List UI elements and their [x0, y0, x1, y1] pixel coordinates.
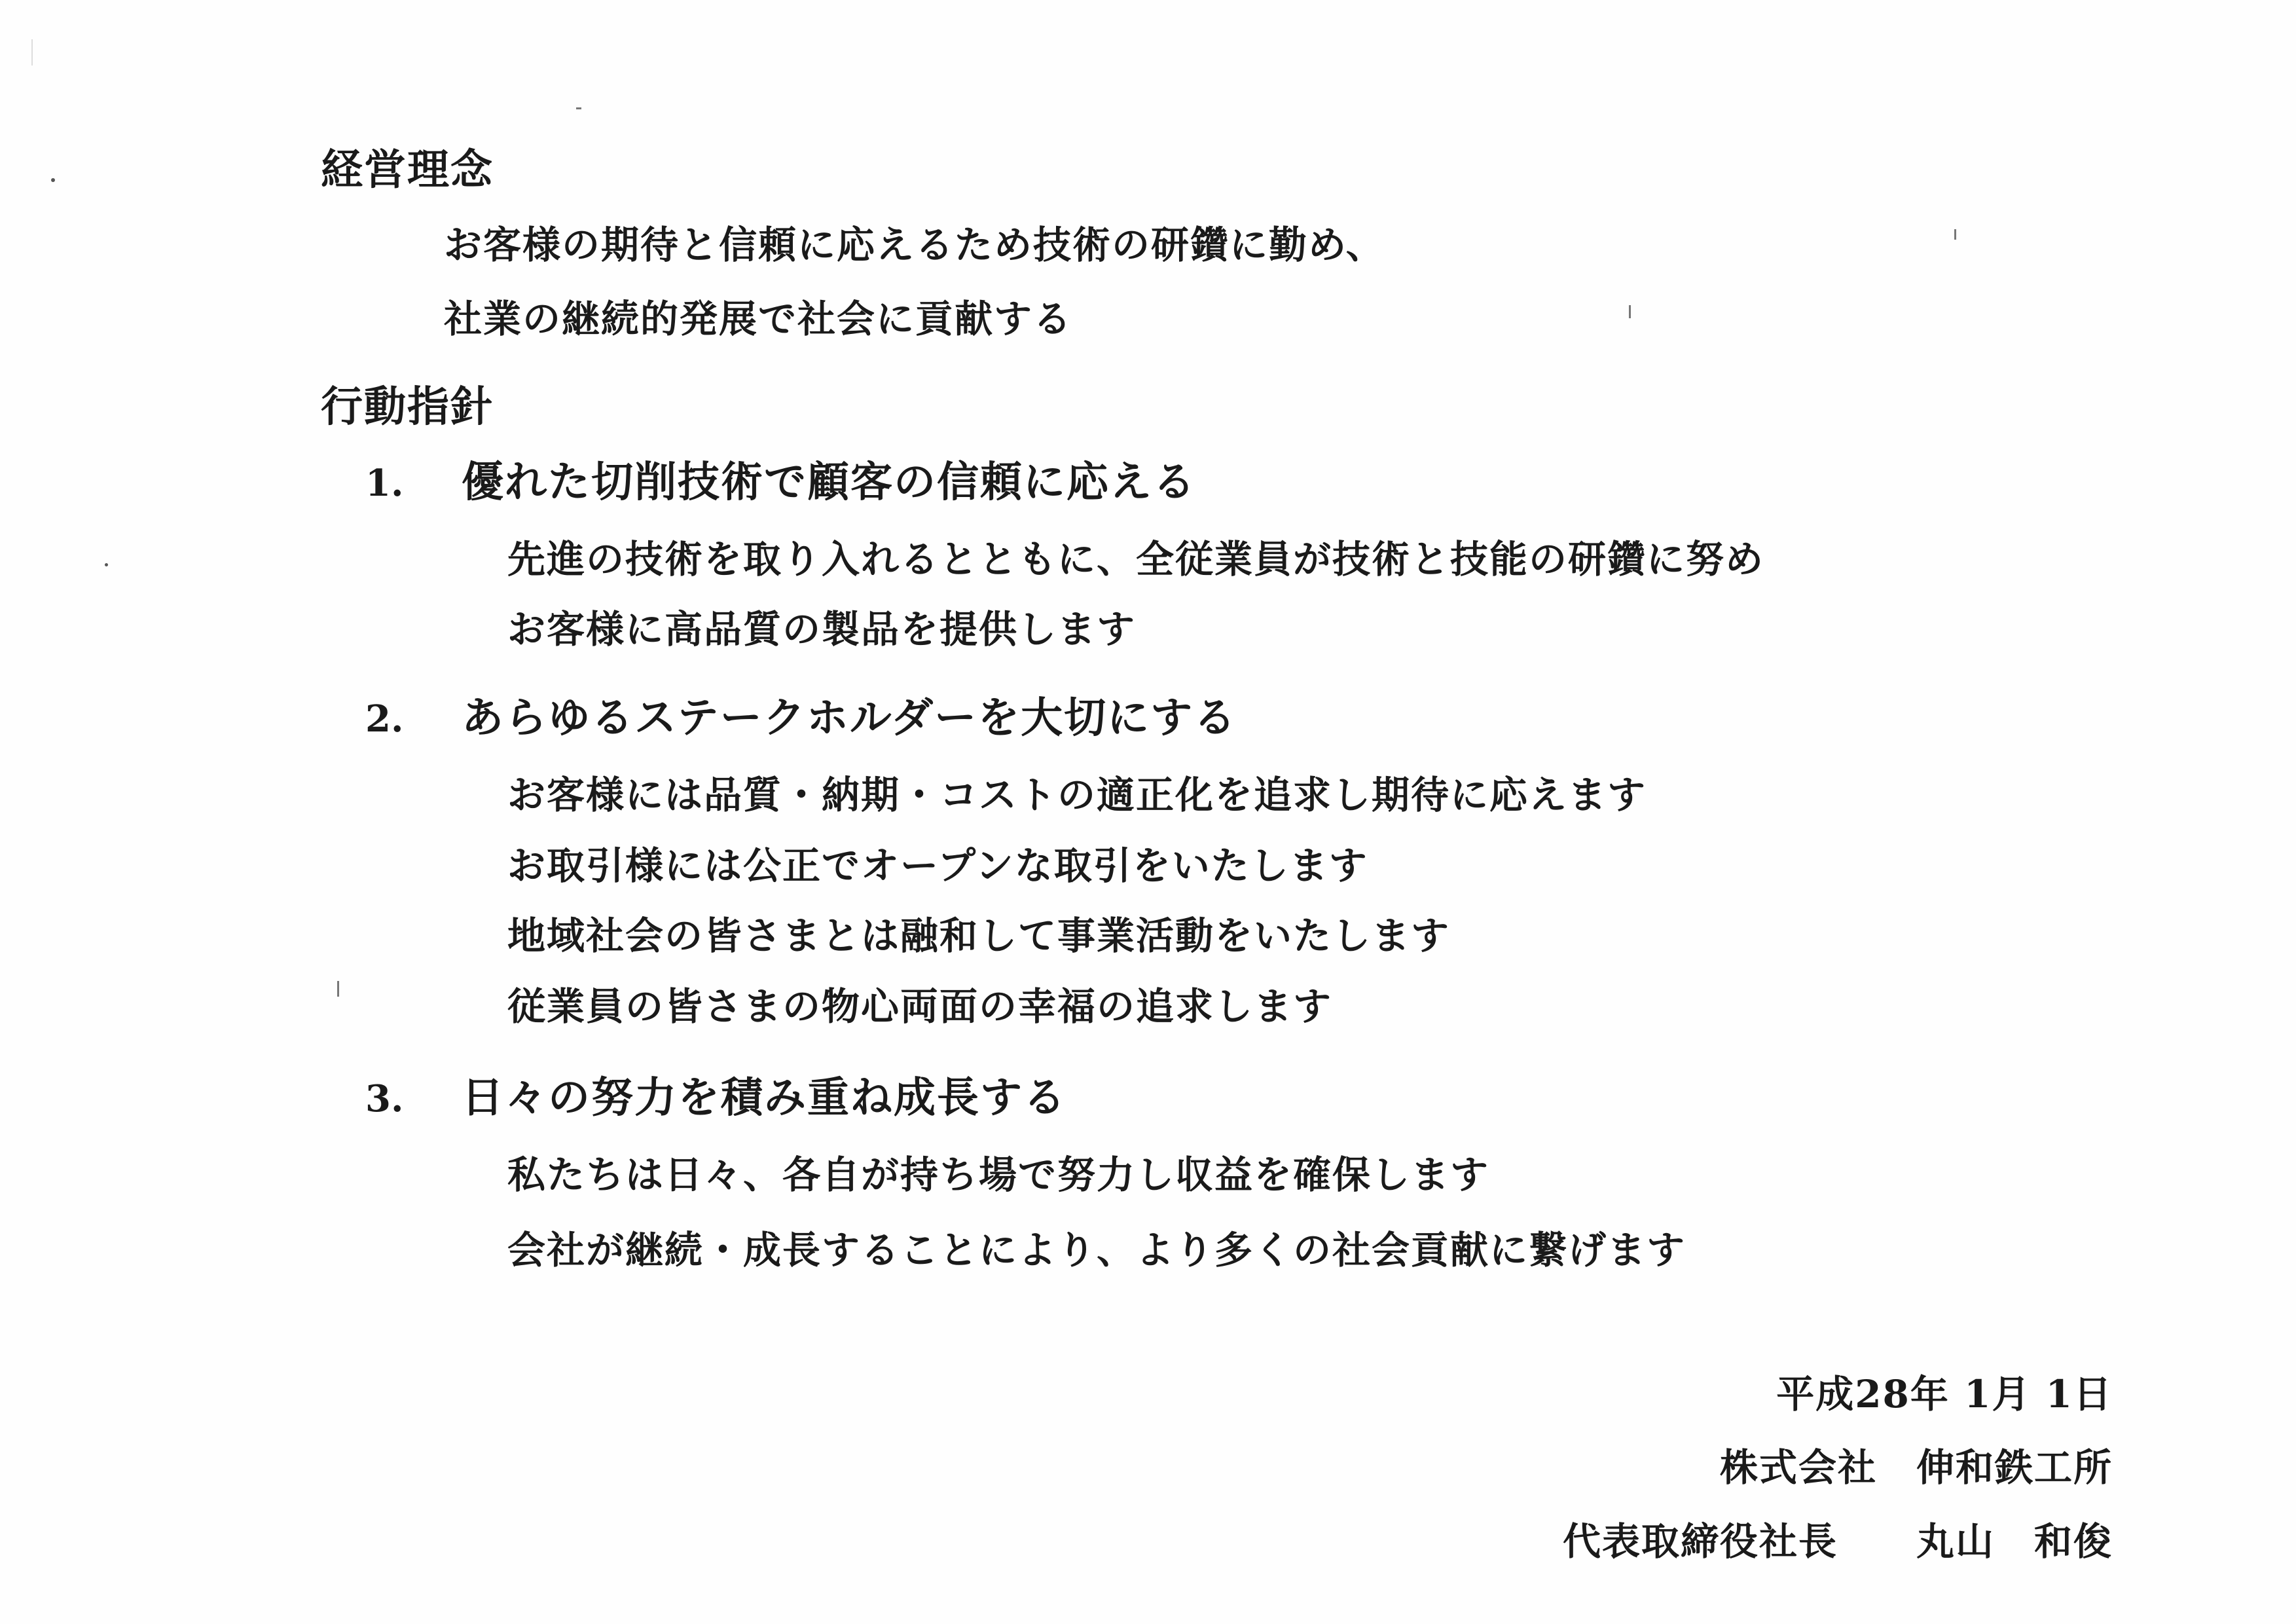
scan-mark: [337, 981, 339, 997]
guideline-title: 日々の努力を積み重ね成長する: [462, 1073, 1066, 1122]
scan-mark: [576, 107, 581, 109]
scan-mark: [1629, 305, 1631, 318]
philosophy-line: お客様の期待と信頼に応えるため技術の研鑽に勤め、: [444, 223, 1385, 267]
guideline-detail-line: お客様に高品質の製品を提供します: [507, 607, 1137, 652]
guideline-number: 3.: [365, 1077, 404, 1120]
guideline-detail-line: お取引様には公正でオープンな取引をいたします: [507, 843, 1368, 888]
guidelines-heading: 行動指針: [321, 382, 494, 432]
guideline-detail-line: 従業員の皆さまの物心両面の幸福の追求します: [507, 984, 1333, 1029]
guideline-detail-line: 地域社会の皆さまとは融和して事業活動をいたします: [507, 913, 1451, 958]
philosophy-heading: 経営理念: [321, 145, 494, 194]
guideline-number: 2.: [365, 697, 404, 741]
guideline-detail-line: お客様には品質・納期・コストの適正化を追求し期待に応えます: [507, 773, 1647, 817]
guideline-detail-line: 私たちは日々、各自が持ち場で努力し収益を確保します: [507, 1153, 1490, 1197]
guideline-title: あらゆるステークホルダーを大切にする: [462, 693, 1237, 743]
representative-name: 代表取締役社長 丸山 和俊: [1562, 1519, 2113, 1564]
scan-mark: [1954, 229, 1956, 240]
company-name: 株式会社 伸和鉄工所: [1719, 1445, 2113, 1490]
scan-speck: [51, 178, 55, 182]
guideline-number: 1.: [365, 462, 404, 505]
philosophy-line: 社業の継続的発展で社会に貢献する: [444, 297, 1073, 341]
issue-date: 平成28年 1月 1日: [1776, 1372, 2113, 1416]
guideline-detail-line: 会社が継続・成長することにより、より多くの社会貢献に繋げます: [507, 1228, 1686, 1272]
scan-mark: [31, 39, 33, 65]
guideline-detail-line: 先進の技術を取り入れるとともに、全従業員が技術と技能の研鑽に努め: [507, 537, 1765, 581]
guideline-title: 優れた切削技術で顧客の信頼に応える: [462, 458, 1196, 507]
scan-speck: [105, 563, 108, 566]
